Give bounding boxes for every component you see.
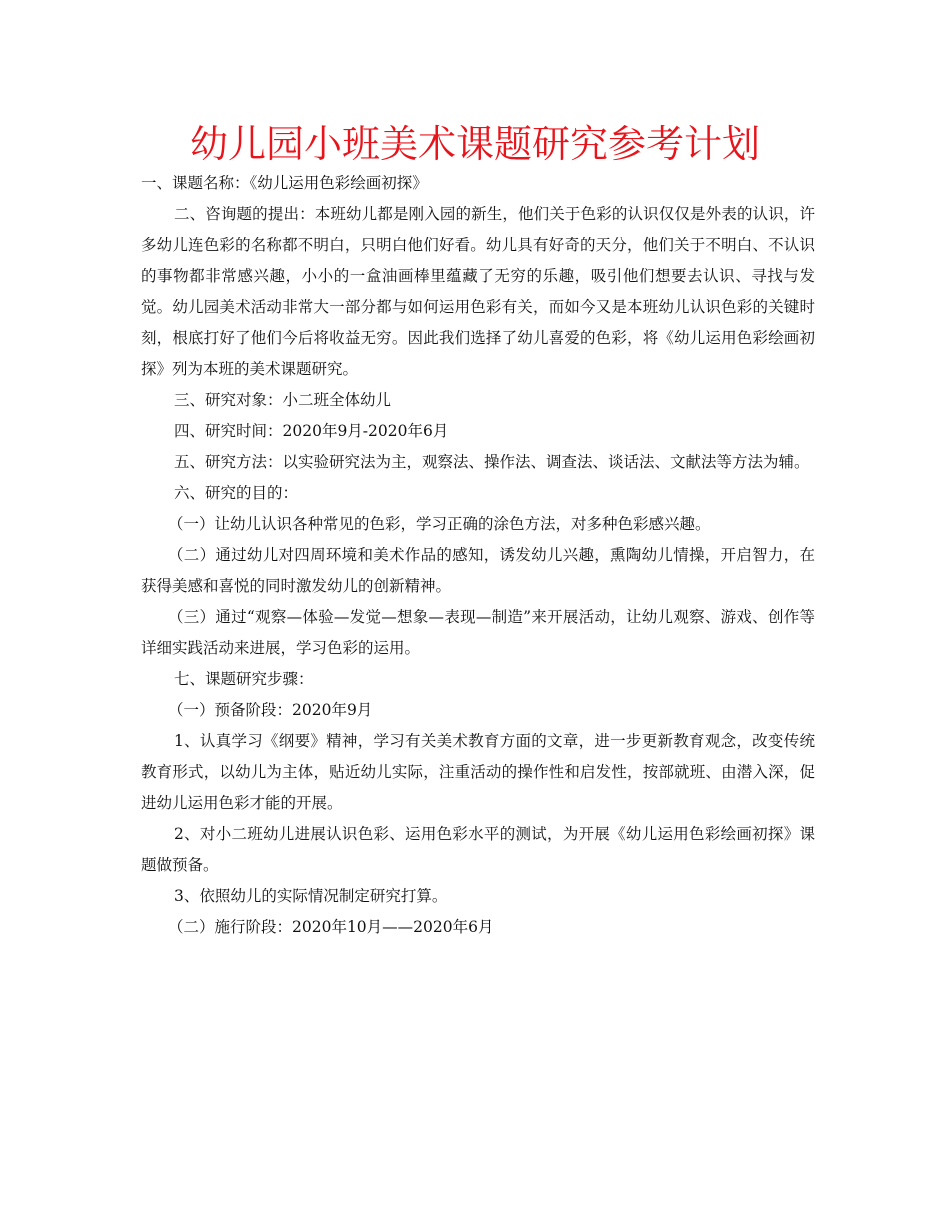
document-title: 幼儿园小班美术课题研究参考计划 <box>189 122 760 166</box>
paragraph-topic-name: 一、课题名称：《幼儿运用色彩绘画初探》 <box>141 174 428 192</box>
paragraph-implementation-stage: （二）施行阶段：2020年10月——2020年6月 <box>168 918 494 936</box>
paragraph-step-1: 1、认真学习《纲要》精神，学习有关美术教育方面的文章，进一步更新教育观念，改变传统教育形式，以幼儿为主体，贴近幼儿实际，注重活动的操作性和启发性，按部就班、由潜入深，促进幼儿运用色彩才能的开展。 <box>141 732 815 812</box>
paragraph-step-2: 2、对小二班幼儿进展认识色彩、运用色彩水平的测试，为开展《幼儿运用色彩绘画初探》课题做预备。 <box>141 825 815 874</box>
paragraph-steps-heading: 七、课题研究步骤： <box>174 670 314 688</box>
paragraph-purpose-3: （三）通过“观察—体验—发觉—想象—表现—制造”来开展活动，让幼儿观察、游戏、创作等详细实践活动来进展，学习色彩的运用。 <box>141 608 815 657</box>
paragraph-purpose-2: （二）通过幼儿对四周环境和美术作品的感知，诱发幼儿兴趣，熏陶幼儿情操，开启智力，在获得美感和喜悦的同时激发幼儿的创新精神。 <box>141 546 815 595</box>
paragraph-research-time: 四、研究时间：2020年9月-2020年6月 <box>174 422 449 440</box>
paragraph-problem-statement: 二、咨询题的提出：本班幼儿都是刚入园的新生，他们关于色彩的认识仅仅是外表的认识，许多幼儿连色彩的名称都不明白，只明白他们好看。幼儿具有好奇的天分，他们关于不明白、不认识的事物都非常感兴趣，小小的一盒油画棒里蕴藏了无穷的乐趣，吸引他们想要去认识、寻找与发觉。幼儿园美术活动非常大一部分都与如何运用色彩有关，而如今又是本班幼儿认识色彩的关键时刻，根底打好了他们今后将收益无穷。因此我们选择了幼儿喜爱的色彩，将《幼儿运用色彩绘画初探》列为本班的美术课题研究。 <box>141 205 815 378</box>
paragraph-step-3: 3、依照幼儿的实际情况制定研究打算。 <box>174 887 448 905</box>
paragraph-research-methods: 五、研究方法：以实验研究法为主，观察法、操作法、调查法、谈话法、文献法等方法为辅。 <box>174 453 810 471</box>
paragraph-research-purpose-heading: 六、研究的目的： <box>174 484 299 502</box>
document-body <box>141 168 815 943</box>
paragraph-preparation-stage: （一）预备阶段：2020年9月 <box>168 701 373 719</box>
paragraph-research-subjects: 三、研究对象：小二班全体幼儿 <box>174 391 392 409</box>
paragraph-purpose-1: （一）让幼儿认识各种常见的色彩，学习正确的涂色方法，对多种色彩感兴趣。 <box>168 515 711 533</box>
